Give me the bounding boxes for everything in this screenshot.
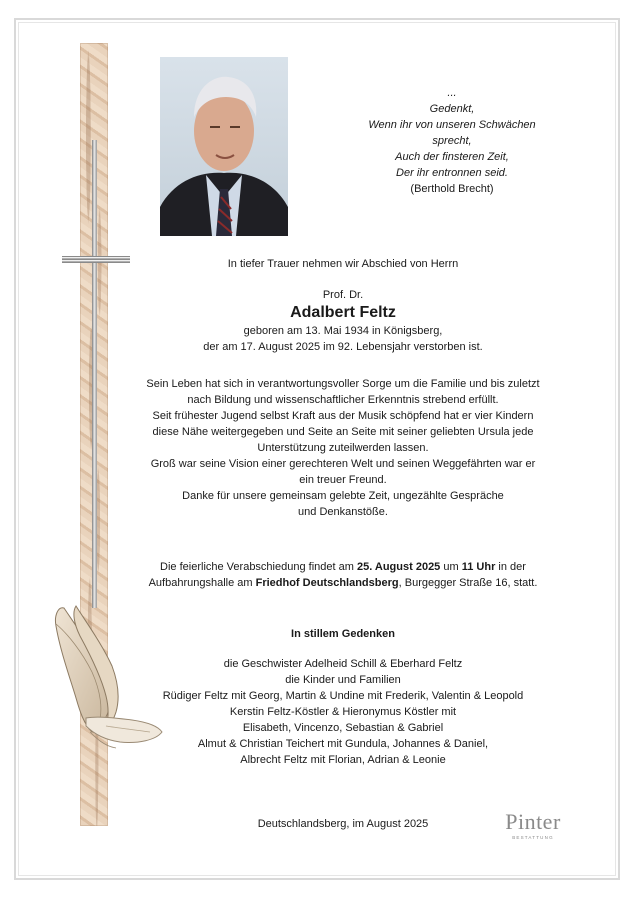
mourner-line: Almut & Christian Teichert mit Gundula, Johannes & Daniel,	[197, 738, 489, 750]
ceremony-suffix: in der	[495, 561, 526, 573]
biography-line: nach Bildung und wissenschaftlicher Erkenntnis strebend erfüllt.	[187, 394, 499, 406]
ceremony-date: 25. August 2025	[356, 561, 441, 573]
mourners-list	[120, 656, 566, 768]
death-line: der am 17. August 2025 im 92. Lebensjahr verstorben ist.	[203, 341, 483, 353]
portrait-photo	[160, 57, 288, 236]
poem-line: Gedenkt,	[429, 103, 475, 115]
academic-title: Prof. Dr.	[322, 289, 364, 301]
ceremony-place: Friedhof Deutschlandsberg	[255, 577, 399, 589]
mourner-line: Elisabeth, Vincenzo, Sebastian & Gabriel	[242, 722, 444, 734]
biography-line: Danke für unsere gemeinsam gelebte Zeit, ungezählte Gespräche	[182, 490, 504, 502]
memorial-heading: In stillem Gedenken	[291, 628, 395, 640]
biography	[120, 376, 566, 520]
biography-line: Seit frühester Jugend selbst Kraft aus der Musik schöpfend hat er vier Kindern	[152, 410, 534, 422]
mourner-line: die Kinder und Familien	[285, 674, 401, 686]
ceremony-line2-suffix: , Burgegger Straße 16, statt.	[398, 577, 538, 589]
poem-source: (Berthold Brecht)	[410, 183, 494, 195]
poem-line: Der ihr entronnen seid.	[396, 167, 508, 179]
intro-text: In tiefer Trauer nehmen wir Abschied von Herrn	[227, 258, 459, 270]
ceremony-mid: um	[440, 561, 462, 573]
mourner-line: die Geschwister Adelheid Schill & Eberhard Feltz	[223, 658, 463, 670]
poem-ellipsis: ...	[447, 87, 457, 99]
poem	[352, 85, 552, 197]
ceremony-line2-prefix: Aufbahrungshalle am	[148, 577, 256, 589]
deceased-name: Adalbert Feltz	[290, 304, 396, 321]
ceremony-line-1	[120, 559, 566, 575]
poem-line: sprecht,	[432, 135, 472, 147]
place-date-footer: Deutschlandsberg, im August 2025	[257, 818, 429, 830]
biography-line: Unterstützung zuteilwerden lassen.	[257, 442, 429, 454]
biography-line: Groß war seine Vision einer gerechteren Welt und seinen Weggefährten war er	[150, 458, 536, 470]
biography-line: ein treuer Freund.	[299, 474, 387, 486]
birth-line: geboren am 13. Mai 1934 in Königsberg,	[243, 325, 443, 337]
biography-line: Sein Leben hat sich in verantwortungsvoller Sorge um die Familie und bis zuletzt	[146, 378, 540, 390]
poem-line: Wenn ihr von unseren Schwächen	[368, 119, 536, 131]
pinter-logo	[497, 810, 569, 842]
poem-line: Auch der finsteren Zeit,	[395, 151, 509, 163]
cross-vertical-bar	[92, 140, 97, 608]
ceremony-prefix: Die feierliche Verabschiedung findet am	[160, 561, 357, 573]
mourner-line: Albrecht Feltz mit Florian, Adrian & Leonie	[240, 754, 446, 766]
ceremony-line-2	[120, 575, 566, 591]
mourner-line: Rüdiger Feltz mit Georg, Martin & Undine mit Frederik, Valentin & Leopold	[162, 690, 524, 702]
biography-line: und Denkanstöße.	[298, 506, 388, 518]
logo-subtitle: BESTATTUNG	[512, 835, 554, 840]
mourner-line: Kerstin Feltz-Köstler & Hieronymus Köstler mit	[229, 706, 457, 718]
ceremony-time: 11 Uhr	[461, 561, 496, 573]
ceremony-info	[120, 559, 566, 591]
biography-line: diese Nähe weitergegeben und Seite an Seite mit seiner geliebten Ursula jede	[152, 426, 534, 438]
logo-name: Pinter	[505, 809, 561, 834]
